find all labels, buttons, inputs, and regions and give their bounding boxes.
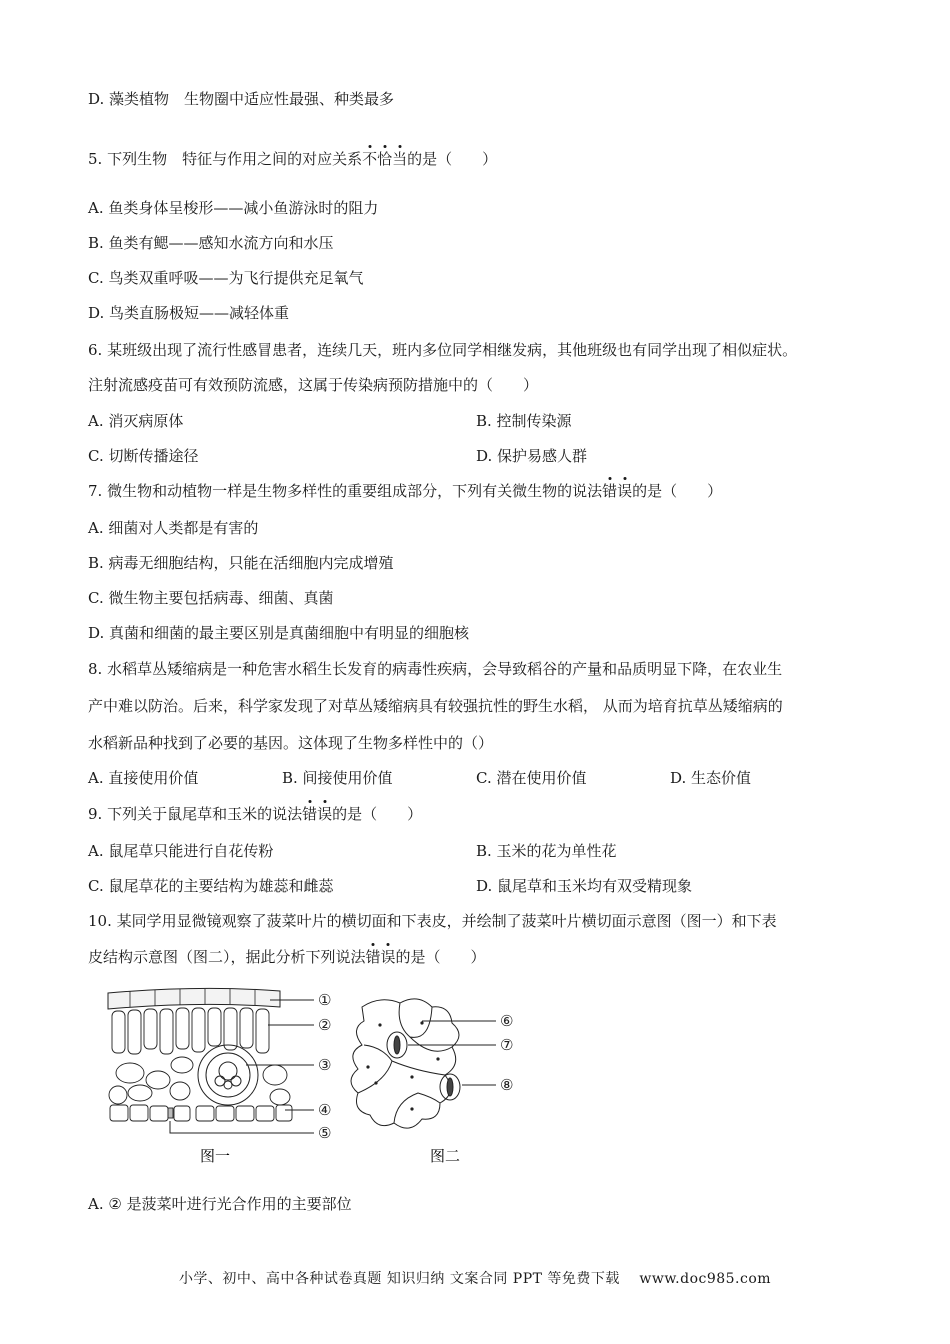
- q6-stem-line1: 6. 某班级出现了流行性感冒患者，连续几天，班内多位同学相继发病，其他班级也有同学出现了相似症状。: [88, 341, 798, 359]
- q10-stem-text: 皮结构示意图（图二），据此分析下列说法: [88, 948, 366, 966]
- q8-stem-line3: 水稻新品种找到了必要的基因。这体现了生物多样性中的（）: [88, 734, 494, 752]
- q9-stem-text: 9. 下列关于鼠尾草和玉米的说法: [88, 805, 303, 823]
- q8-stem-line2: 产中难以防治。后来，科学家发现了对草丛矮缩病具有较强抗性的野生水稻， 从而为培育抗草丛矮缩病的: [88, 697, 783, 715]
- figure-two-labels: [500, 1012, 513, 1094]
- emphasis-char: 误: [317, 805, 333, 823]
- q5-option-b: B. 鱼类有鳃——感知水流方向和水压: [88, 234, 334, 252]
- emphasis-char: 误: [617, 482, 633, 500]
- figure-two-caption: 图二: [430, 1147, 461, 1165]
- emphasis-char: 错: [365, 948, 381, 966]
- q6-stem-line2: 注射流感疫苗可有效预防流感，这属于传染病预防措施中的（ ）: [88, 376, 539, 394]
- q9-option-c: C. 鼠尾草花的主要结构为雄蕊和雌蕊: [88, 877, 334, 895]
- label-1: ①: [318, 991, 332, 1009]
- q5-stem: [88, 149, 497, 169]
- q5-option-d: D. 鸟类直肠极短——减轻体重: [88, 304, 290, 322]
- q9-option-b: B. 玉米的花为单性花: [476, 842, 617, 860]
- leaf-structure-figure: [100, 985, 540, 1170]
- q8-option-d: D. 生态价值: [670, 769, 752, 787]
- emphasis-char: 误: [380, 948, 396, 966]
- q10-stem-line1: 10. 某同学用显微镜观察了菠菜叶片的横切面和下表皮，并绘制了菠菜叶片横切面示意图（图一）和下表: [88, 912, 777, 930]
- label-2: ②: [318, 1016, 332, 1034]
- q5-stem-text: 5. 下列生物 特征与作用之间的对应关系: [88, 150, 363, 168]
- q8-option-b: B. 间接使用价值: [282, 769, 393, 787]
- label-3: ③: [318, 1056, 332, 1074]
- q7-stem: [88, 481, 722, 501]
- q7-option-a: A. 细菌对人类都是有害的: [88, 519, 259, 537]
- q5-stem-tail: 的是（ ）: [407, 150, 498, 168]
- q4-option-d: D. 藻类植物 生物圈中适应性最强、种类最多: [88, 90, 395, 108]
- q9-stem-tail: 的是（ ）: [332, 805, 423, 823]
- label-4: ④: [318, 1101, 332, 1119]
- vein-bundle: [198, 1045, 258, 1105]
- emphasis-char: 恰: [377, 150, 393, 168]
- q10-stem-line2: [88, 947, 486, 967]
- q5-option-c: C. 鸟类双重呼吸——为飞行提供充足氧气: [88, 269, 364, 287]
- label-7: ⑦: [500, 1036, 514, 1054]
- q9-option-d: D. 鼠尾草和玉米均有双受精现象: [476, 877, 693, 895]
- q10-stem-tail: 的是（ ）: [395, 948, 486, 966]
- lower-epidermis-diagram: [351, 999, 496, 1128]
- q5-option-a: A. 鱼类身体呈梭形——减小鱼游泳时的阻力: [88, 199, 379, 217]
- label-6: ⑥: [500, 1012, 514, 1030]
- q8-option-c: C. 潜在使用价值: [476, 769, 587, 787]
- q10-option-a: A. ② 是菠菜叶进行光合作用的主要部位: [88, 1195, 352, 1213]
- q6-option-c: C. 切断传播途径: [88, 447, 199, 465]
- page-footer: 小学、初中、高中各种试卷真题 知识归纳 文案合同 PPT 等免费下载 www.doc985.com: [178, 1271, 772, 1287]
- q6-option-a: A. 消灭病原体: [88, 412, 184, 430]
- emphasis-char: 错: [602, 482, 618, 500]
- q6-option-d: D. 保护易感人群: [476, 447, 588, 465]
- q7-stem-tail: 的是（ ）: [632, 482, 723, 500]
- leaf-cross-section-diagram: [108, 988, 314, 1133]
- q8-option-a: A. 直接使用价值: [88, 769, 199, 787]
- figure-one-caption: 图一: [200, 1147, 231, 1165]
- q8-stem-line1: 8. 水稻草丛矮缩病是一种危害水稻生长发育的病毒性疾病，会导致稻谷的产量和品质明显下降，在农业生: [88, 660, 783, 678]
- q9-option-a: A. 鼠尾草只能进行自花传粉: [88, 842, 274, 860]
- label-5: ⑤: [318, 1124, 332, 1142]
- emphasis-char: 错: [302, 805, 318, 823]
- q7-option-c: C. 微生物主要包括病毒、细菌、真菌: [88, 589, 334, 607]
- q6-option-b: B. 控制传染源: [476, 412, 572, 430]
- label-8: ⑧: [500, 1076, 514, 1094]
- figure-one-labels: [318, 991, 331, 1142]
- emphasis-char: 不: [362, 150, 378, 168]
- q9-stem: [88, 804, 422, 824]
- q7-option-b: B. 病毒无细胞结构，只能在活细胞内完成增殖: [88, 554, 394, 572]
- q7-option-d: D. 真菌和细菌的最主要区别是真菌细胞中有明显的细胞核: [88, 624, 470, 642]
- q7-stem-text: 7. 微生物和动植物一样是生物多样性的重要组成部分，下列有关微生物的说法: [88, 482, 603, 500]
- emphasis-char: 当: [392, 150, 408, 168]
